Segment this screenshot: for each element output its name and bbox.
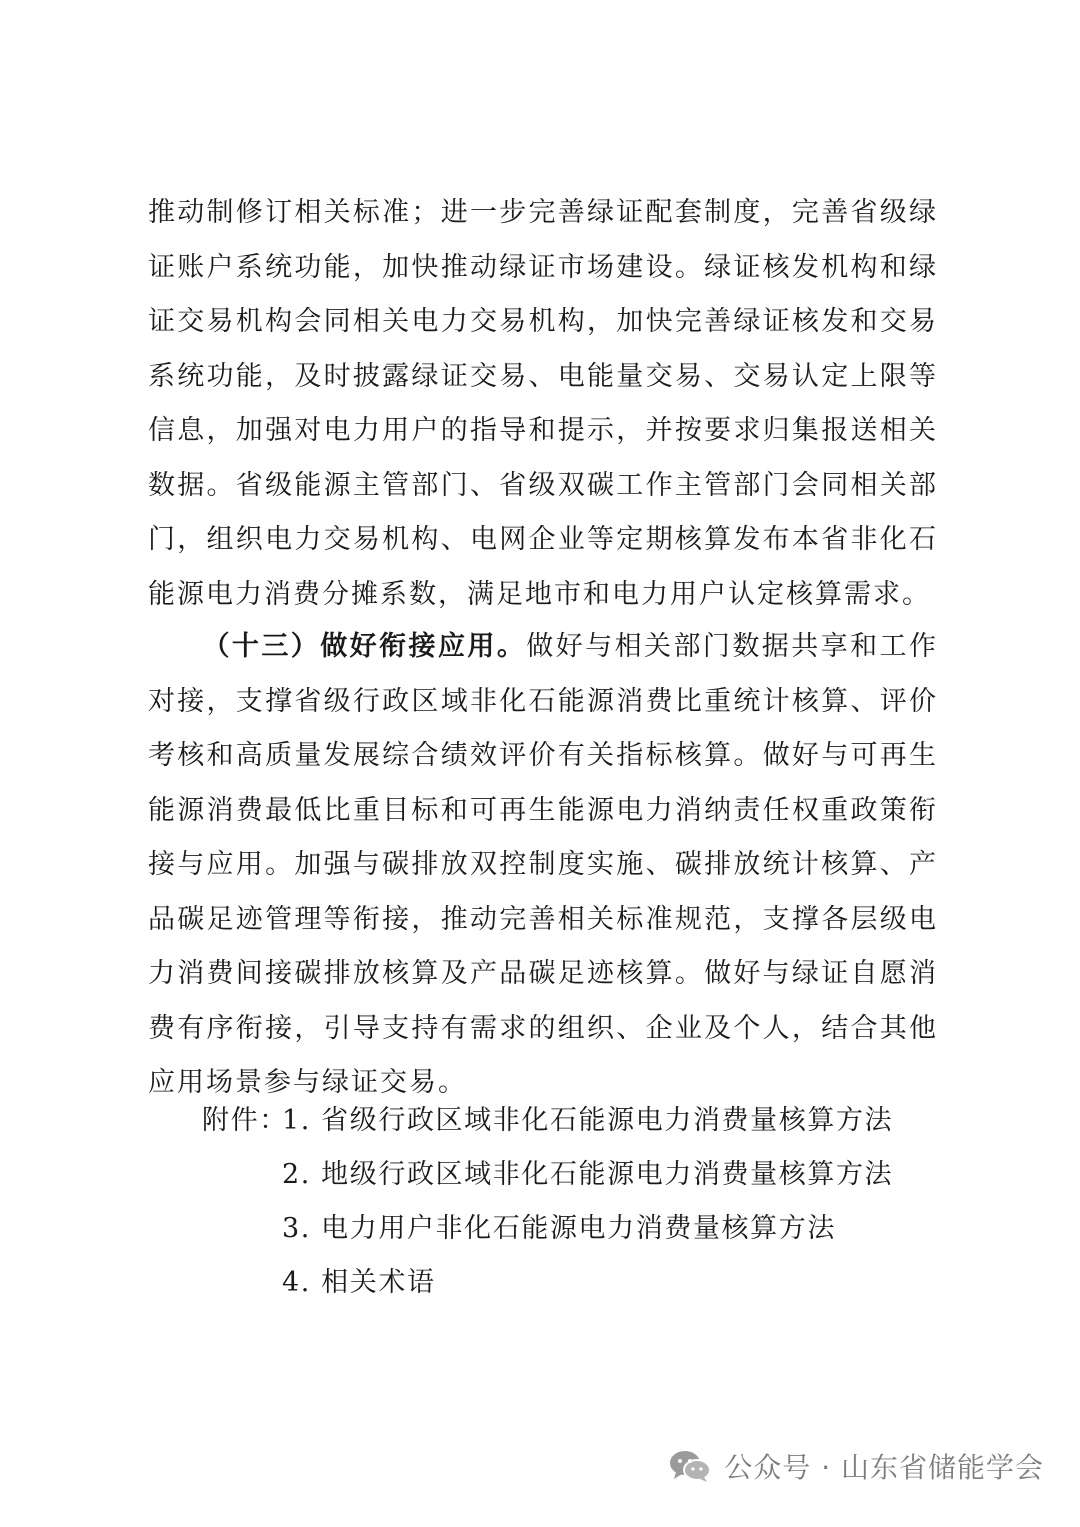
paragraph-2-text: 做好与相关部门数据共享和工作对接，支撑省级行政区域非化石能源消费比重统计核算、评价考核和高质量发展综合绩效评价有关指标核算。做好与可再生能源消费最低比重目标和可再生能源电力消纳责任权重政策衔接与应用。加强与碳排放双控制度实施、碳排放统计核算、产品碳足迹管理等衔接，推动完善相关标准规范，支撑各层级电力消费间接碳排放核算及产品碳足迹核算。做好与绿证自愿消费有序衔接，引导支持有需求的组织、企业及个人，结合其他应用场景参与绿证交易。 xyxy=(148,631,939,1098)
attachment-row xyxy=(202,1202,893,1256)
attachment-item-3: 3. 电力用户非化石能源电力消费量核算方法 xyxy=(282,1213,836,1244)
attachment-row xyxy=(202,1256,893,1310)
attachment-item-2: 2. 地级行政区域非化石能源电力消费量核算方法 xyxy=(282,1159,894,1190)
attachments-label: 附件： xyxy=(202,1105,288,1136)
watermark-text: 公众号 · 山东省储能学会 xyxy=(724,1451,1044,1484)
paragraph-2 xyxy=(148,620,938,1111)
attachment-item-4: 4. 相关术语 xyxy=(282,1267,436,1298)
attachments-list xyxy=(202,1094,893,1310)
attachment-row xyxy=(202,1094,893,1148)
wechat-icon xyxy=(668,1449,712,1483)
attachment-item-1: 1. 省级行政区域非化石能源电力消费量核算方法 xyxy=(282,1105,894,1136)
attachment-row xyxy=(202,1148,893,1202)
section-heading: （十三）做好衔接应用。 xyxy=(202,631,527,662)
watermark xyxy=(668,1444,1044,1488)
paragraph-1-text: 推动制修订相关标准；进一步完善绿证配套制度，完善省级绿证账户系统功能，加快推动绿证市场建设。绿证核发机构和绿证交易机构会同相关电力交易机构，加快完善绿证核发和交易系统功能，及时披露绿证交易、电能量交易、交易认定上限等信息，加强对电力用户的指导和提示，并按要求归集报送相关数据。省级能源主管部门、省级双碳工作主管部门会同相关部门，组织电力交易机构、电网企业等定期核算发布本省非化石能源电力消费分摊系数，满足地市和电力用户认定核算需求。 xyxy=(148,197,938,610)
paragraph-1 xyxy=(148,186,938,622)
